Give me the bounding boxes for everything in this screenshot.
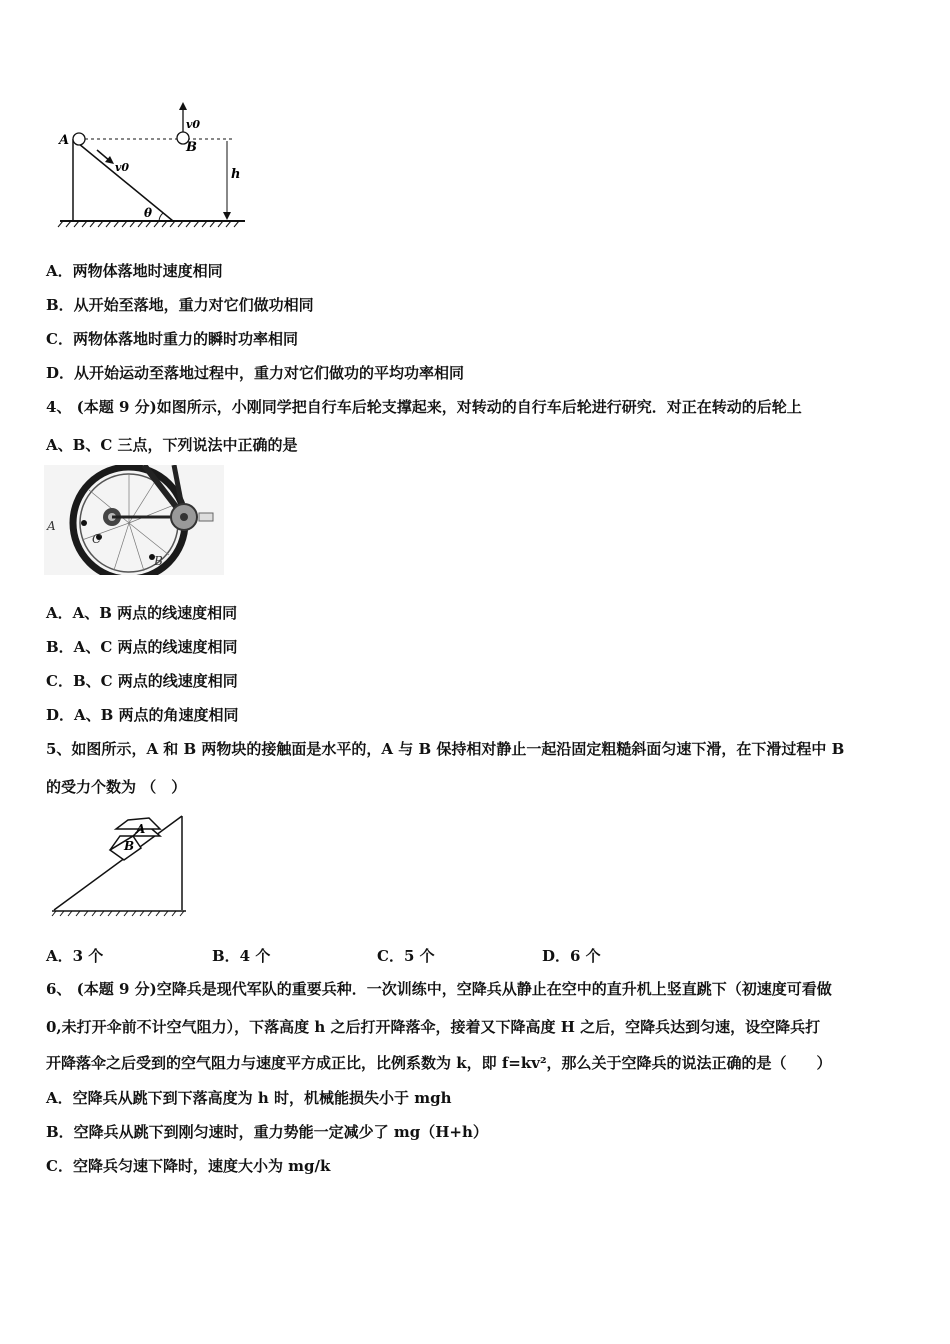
- q4-option-b: B．A、C 两点的线速度相同: [46, 638, 238, 656]
- q6-option-c: C．空降兵匀速下降时，速度大小为 mg/k: [46, 1157, 331, 1175]
- label-h: h: [231, 167, 241, 182]
- q5-stem-line-2: 的受力个数为 （ ）: [46, 778, 187, 796]
- figure-incline-projectile: [55, 96, 255, 236]
- q5-option-b: B．4 个: [212, 947, 271, 965]
- figure-bicycle-wheel: [44, 465, 224, 575]
- q5-option-c: C．5 个: [377, 947, 435, 965]
- q3-option-c: C．两物体落地时重力的瞬时功率相同: [46, 330, 298, 348]
- q4-stem-line-1: 4、 (本题 9 分)如图所示，小刚同学把自行车后轮支撑起来，对转动的自行车后轮进行研究．对正在转动的后轮上: [46, 398, 802, 416]
- q6-stem-line-2: 0,未打开伞前不计空气阻力），下落高度 h 之后打开降落伞，接着又下降高度 H 之后，空降兵达到匀速，设空降兵打: [46, 1018, 821, 1036]
- label-a: A: [47, 519, 56, 533]
- label-a: A: [136, 822, 146, 836]
- q4-stem-line-2: A、B、C 三点，下列说法中正确的是: [46, 436, 298, 454]
- q4-option-d: D．A、B 两点的角速度相同: [46, 706, 239, 724]
- label-b: B: [154, 554, 163, 568]
- q6-stem-line-3: 开降落伞之后受到的空气阻力与速度平方成正比，比例系数为 k，即 f=kv²，那么关于空降兵的说法正确的是（ ）: [46, 1054, 832, 1072]
- q4-option-a: A．A、B 两点的线速度相同: [46, 604, 238, 622]
- label-b: B: [186, 140, 197, 155]
- q5-stem-line-1: 5、如图所示，A 和 B 两物块的接触面是水平的，A 与 B 保持相对静止一起沿固定粗糙斜面匀速下滑，在下滑过程中 B: [46, 740, 845, 758]
- label-b: B: [124, 839, 135, 853]
- q6-option-b: B．空降兵从跳下到刚匀速时，重力势能一定减少了 mg（H+h）: [46, 1123, 488, 1141]
- label-theta: θ: [144, 206, 153, 220]
- label-v0-slope: v0: [115, 161, 130, 174]
- q3-option-d: D．从开始运动至落地过程中，重力对它们做功的平均功率相同: [46, 364, 465, 382]
- figure-blocks-incline: [48, 808, 193, 918]
- q5-option-d: D．6 个: [542, 947, 601, 965]
- q4-option-c: C．B、C 两点的线速度相同: [46, 672, 238, 690]
- label-a: A: [59, 133, 70, 148]
- q6-stem-line-1: 6、 (本题 9 分)空降兵是现代军队的重要兵种．一次训练中，空降兵从静止在空中的直升机上竖直跳下（初速度可看做: [46, 980, 832, 998]
- label-v0-up: v0: [186, 118, 201, 131]
- q6-option-a: A．空降兵从跳下到下落高度为 h 时，机械能损失小于 mgh: [46, 1089, 452, 1107]
- q3-option-b: B．从开始至落地，重力对它们做功相同: [46, 296, 314, 314]
- q5-option-a: A．3 个: [46, 947, 104, 965]
- label-c: C: [92, 532, 102, 546]
- q3-option-a: A．两物体落地时速度相同: [46, 262, 223, 280]
